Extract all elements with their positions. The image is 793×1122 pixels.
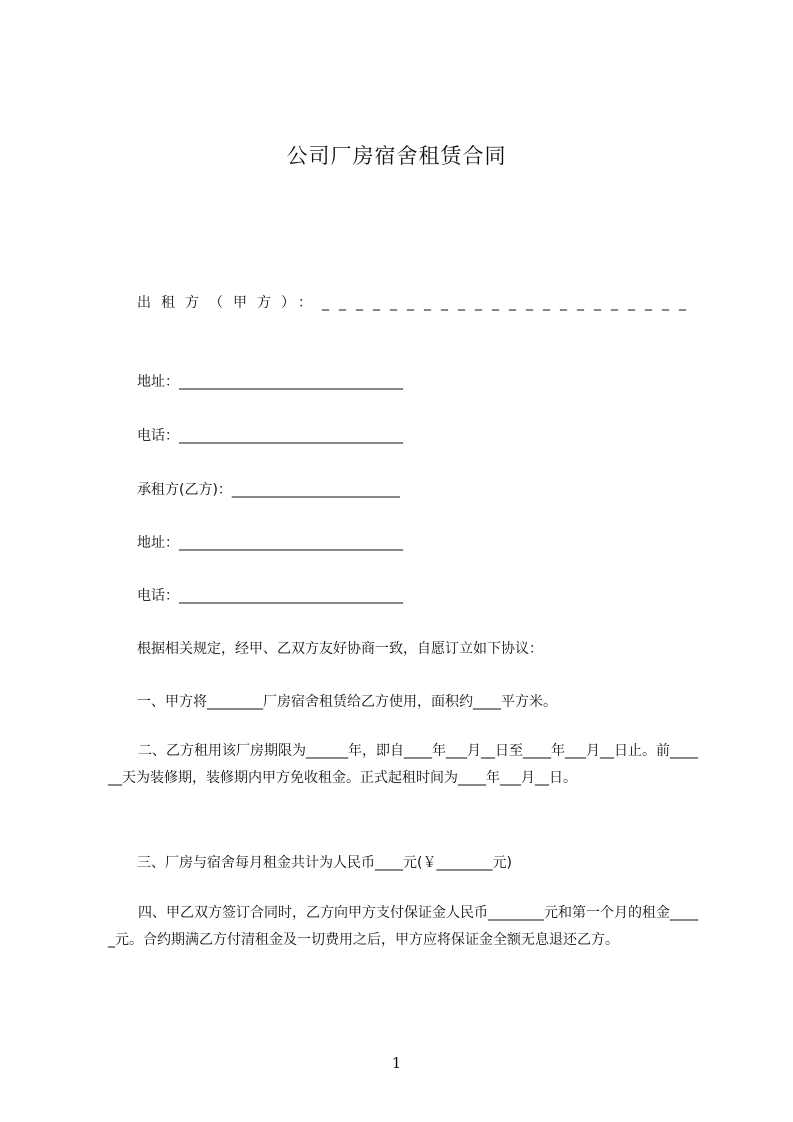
- lessor-phone: 电话：________________________________: [137, 428, 403, 444]
- intro-paragraph: 根据相关规定，经甲、乙双方友好协商一致，自愿订立如下协议：: [137, 641, 543, 657]
- page-number: 1: [391, 1054, 402, 1072]
- clause-1: 一、甲方将________厂房宿舍租赁给乙方使用，面积约____平方米。: [137, 694, 557, 710]
- lessor-line: 出租方（甲方）：______________________: [137, 295, 696, 311]
- lessee-phone: 电话：________________________________: [137, 588, 403, 604]
- lessee-line: 承租方(乙方)：________________________: [137, 482, 400, 498]
- contract-title: 公司厂房宿舍租赁合同: [286, 144, 507, 168]
- clause-4: 四、甲乙双方签订合同时，乙方向甲方支付保证金人民币________元和第一个月的租金_____元。合约期满乙方付清租金及一切费用之后，甲方应将保证金全额无息退还乙方。: [108, 905, 698, 948]
- clause-2: 二、乙方租用该厂房期限为______年，即自____年___月__日至____年___月__日止。前______天为装修期，装修期内甲方免收租金。正式起租时间为____年___月__日。: [108, 743, 698, 786]
- lessor-address: 地址：________________________________: [137, 374, 403, 390]
- clause-3: 三、厂房与宿舍每月租金共计为人民币____元(￥________元): [137, 855, 512, 871]
- lessee-address: 地址：________________________________: [137, 535, 403, 551]
